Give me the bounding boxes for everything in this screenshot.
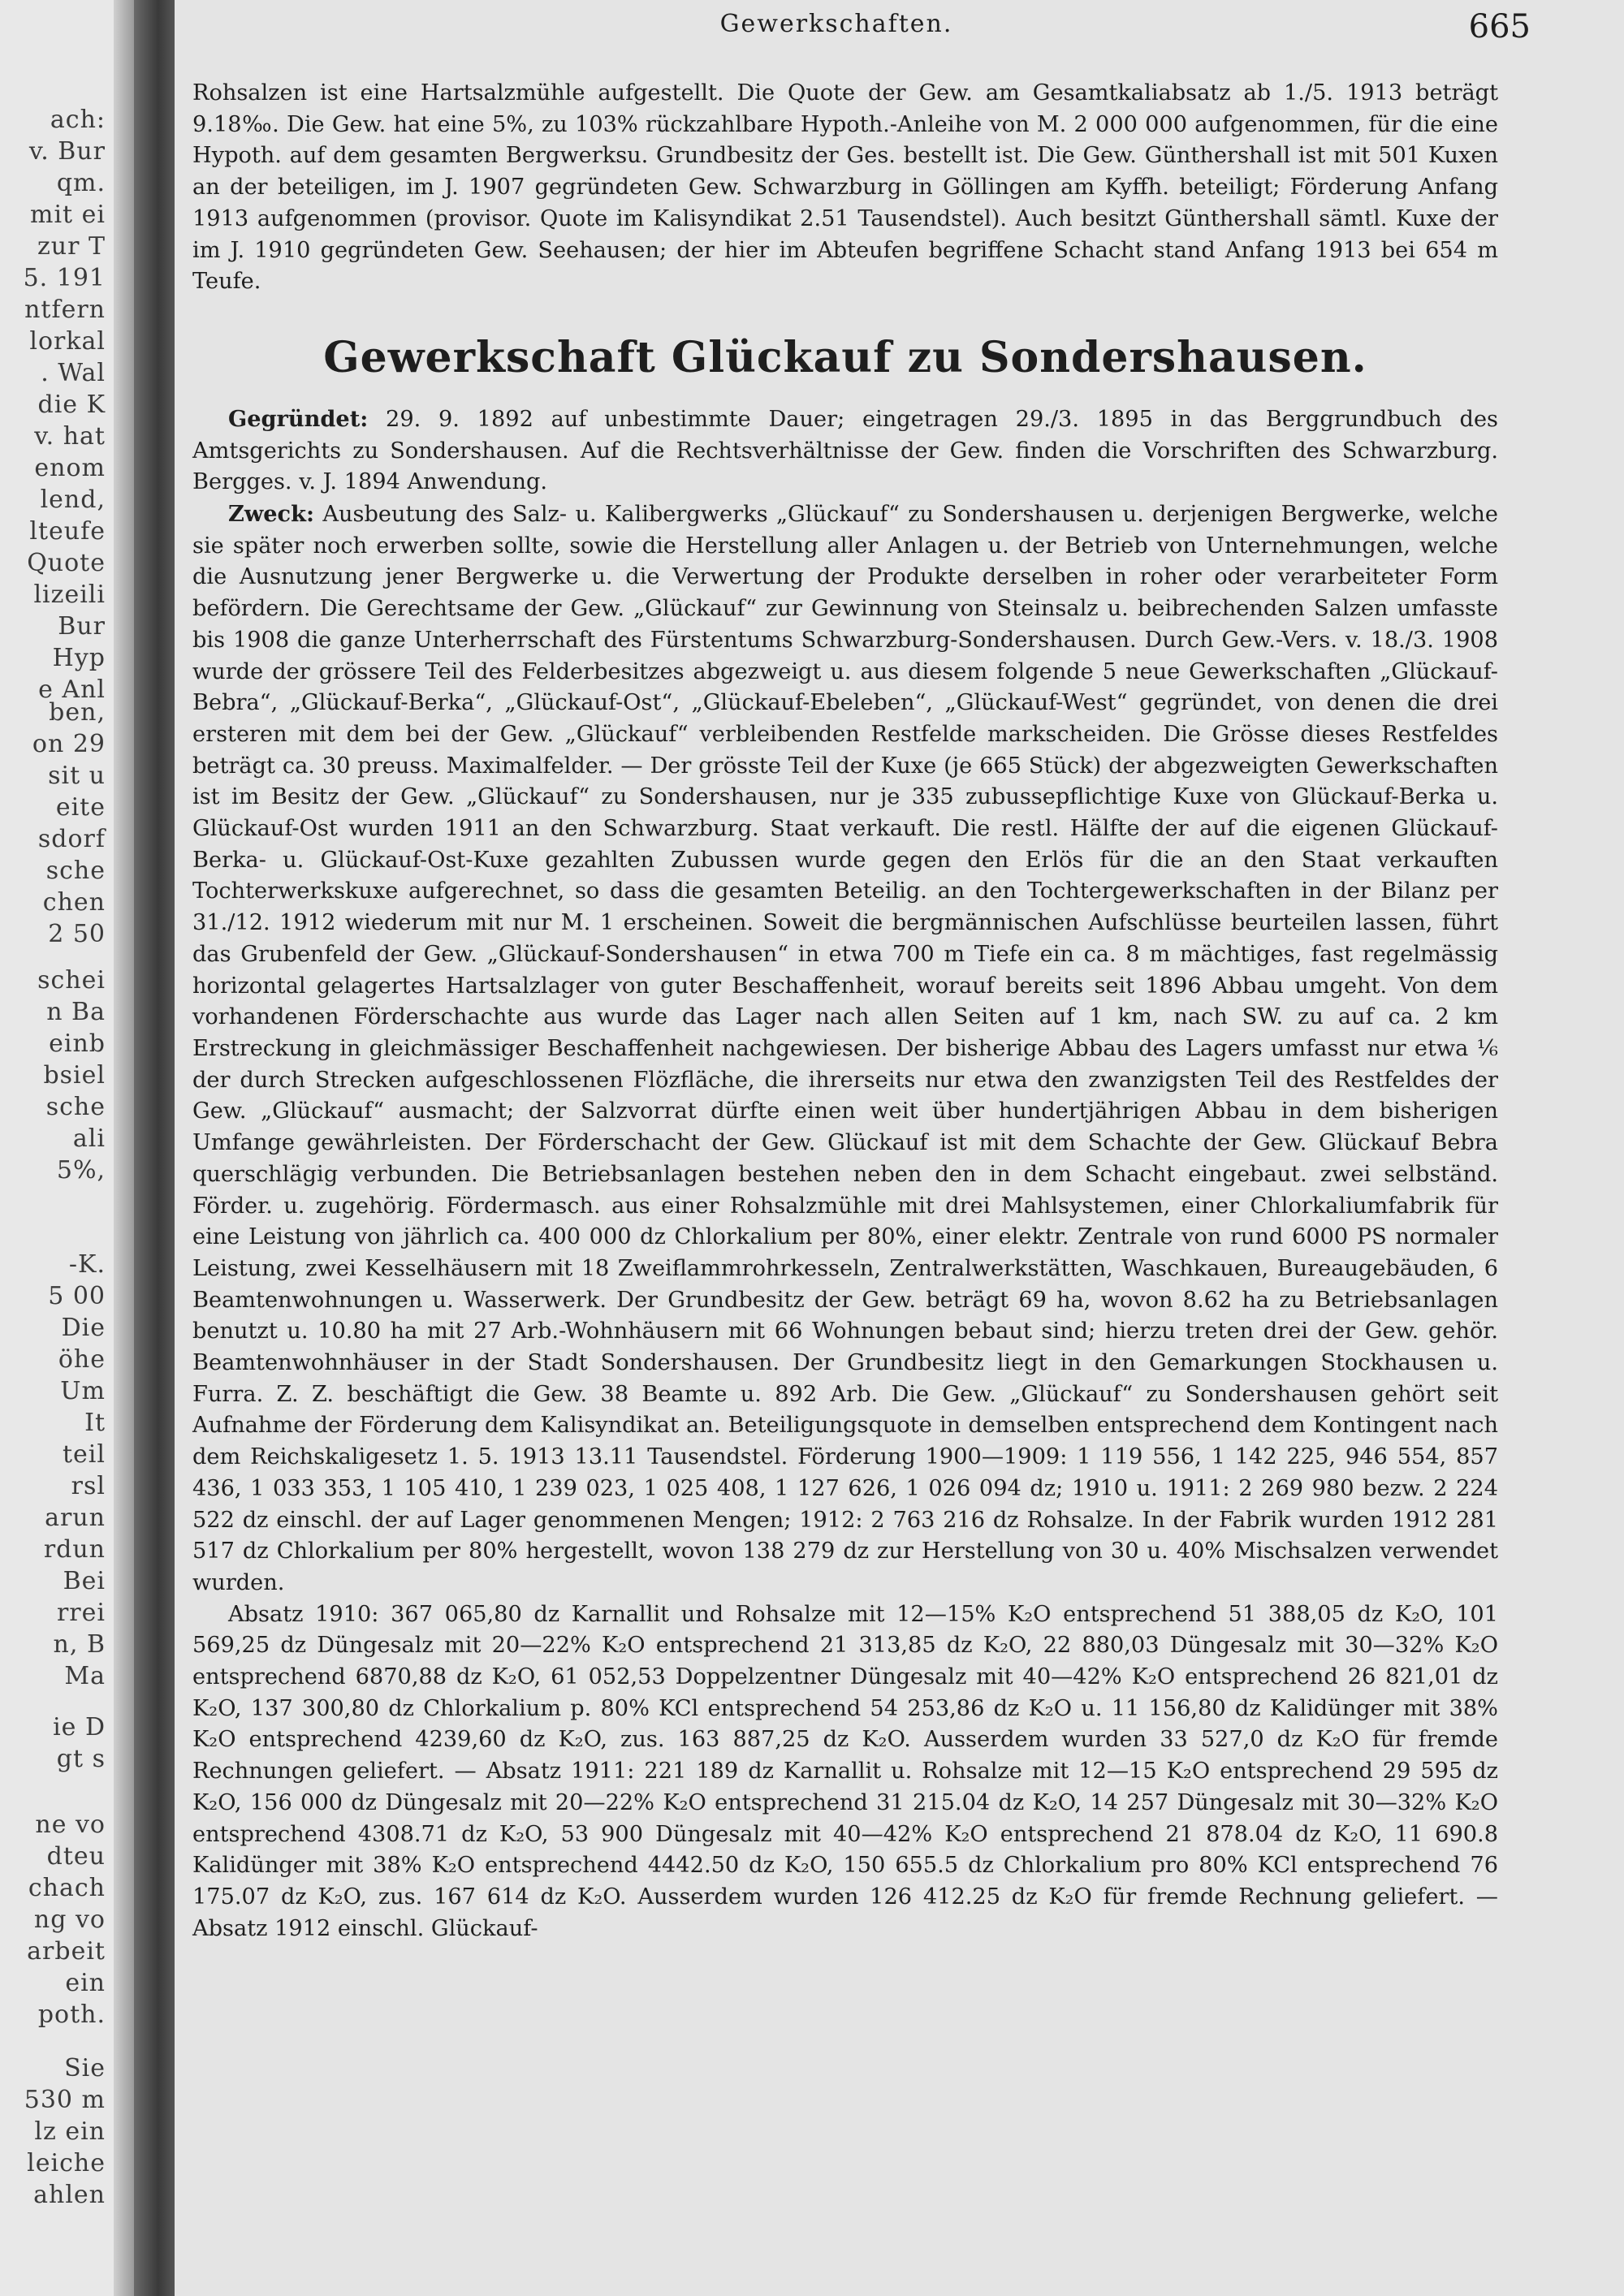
previous-page-fragment: n, B (53, 1630, 106, 1659)
previous-page-fragment: chach (28, 1874, 106, 1902)
previous-page-fragment: 5. 191 (23, 264, 106, 292)
previous-page-fragment: teil (63, 1440, 106, 1469)
page-content (192, 78, 1498, 1944)
book-gutter-shadow (114, 0, 134, 2296)
book-binding (134, 0, 175, 2296)
previous-page-fragment: 530 m (24, 2086, 106, 2114)
zweck-paragraph (192, 498, 1498, 1599)
page-number: 665 (1468, 8, 1531, 45)
previous-page-fragment: v. hat (34, 422, 106, 451)
gegruendet-text: 29. 9. 1892 auf unbestimmte Dauer; eingetragen 29./3. 1895 in das Berggrundbuch des Amtsgerichts zu Sondershausen. Auf die Rechtsverhältnisse der Gew. finden die Vorschriften des Schwarzburg. Bergges. v. J. 1894 Anwendung. (192, 406, 1498, 495)
previous-page-fragment: Bur (58, 612, 106, 641)
zweck-label: Zweck: (228, 501, 314, 528)
previous-page-fragment: Um (60, 1377, 106, 1405)
previous-page-fragment: ein (65, 1969, 106, 1997)
previous-page-fragment: Hyp (52, 644, 106, 672)
previous-page-fragment: 5 00 (48, 1282, 106, 1310)
previous-page-fragment: ne vo (35, 1810, 106, 1839)
previous-page-fragment: chen (42, 888, 106, 917)
previous-page-fragment: rrei (56, 1599, 106, 1627)
running-head (175, 8, 1531, 45)
previous-page-fragment: ahlen (33, 2181, 106, 2209)
previous-page-fragment: sche (45, 1093, 106, 1121)
previous-page-fragment: zur T (37, 232, 106, 261)
previous-page-fragment: öhe (58, 1345, 106, 1374)
previous-page-fragment: Ma (64, 1662, 106, 1690)
gegruendet-label: Gegründet: (228, 405, 369, 432)
previous-page-fragment: ali (72, 1124, 106, 1153)
previous-page-fragment: lend, (40, 486, 106, 514)
previous-page-fragment: enom (34, 454, 106, 482)
previous-page-fragment: gt s (56, 1745, 106, 1773)
previous-page-fragment: bsiel (43, 1061, 106, 1090)
previous-page-fragment: lorkal (29, 327, 106, 356)
previous-page-fragment: 5%, (56, 1156, 106, 1185)
previous-page-fragment: v. Bur (28, 137, 106, 166)
previous-page-fragment: leiche (27, 2149, 106, 2177)
previous-page-fragment: eite (55, 793, 106, 822)
previous-page-fragment: poth. (37, 2000, 106, 2029)
previous-page-fragment: lteufe (29, 517, 106, 546)
previous-page-fragment: e Anl (38, 675, 106, 704)
page (175, 0, 1624, 2296)
previous-page-fragment: rsl (71, 1472, 106, 1500)
previous-page-fragment: dteu (46, 1842, 106, 1871)
previous-page-fragment: schei (37, 966, 106, 995)
previous-page-fragment: einb (49, 1029, 106, 1058)
previous-page-fragment: Quote (27, 549, 106, 577)
previous-page-fragment: ach: (50, 106, 106, 134)
previous-page-fragment: Sie (64, 2054, 106, 2082)
previous-page-fragment: lizeili (33, 580, 106, 609)
previous-page-fragment: ng vo (33, 1905, 106, 1934)
previous-page-fragment: lz ein (34, 2117, 106, 2146)
previous-page-fragment: on 29 (32, 730, 106, 758)
intro-paragraph: Rohsalzen ist eine Hartsalzmühle aufgestellt. Die Quote der Gew. am Gesamtkaliabsatz ab 1./5. 1913 beträgt 9.18‰. Die Gew. hat eine 5%, zu 103% rückzahlbare Hypoth.-Anleihe von M. 2 000 000 aufgenommen, für die eine Hypoth. auf dem gesamten Bergwerksu. Grundbesitz der Ges. bestellt ist. Die Gew. Günthershall ist mit 501 Kuxen an der beteiligen, im J. 1907 gegründeten Gew. Schwarzburg in Göllingen am Kyffh. beteiligt; Förderung Anfang 1913 aufgenommen (provisor. Quote im Kalisyndikat 2.51 Tausendstel). Auch besitzt Günthershall sämtl. Kuxe der im J. 1910 gegründeten Gew. Seehausen; der hier im Abteufen begriffene Schacht stand Anfang 1913 bei 654 m Teufe. (192, 80, 1498, 295)
previous-page-fragment: die K (37, 391, 106, 419)
zweck-text: Ausbeutung des Salz- u. Kalibergwerks „Glückauf“ zu Sondershausen u. derjenigen Bergwerke, welche sie später noch erwerben sollte, sowie die Herstellung aller Anlagen u. der Betrieb von Unternehmungen, welche die Ausnutzung jener Bergwerke u. die Verwertung der Produkte derselben in roher oder verarbeiteter Form befördern. Die Gerechtsame der Gew. „Glückauf“ zur Gewinnung von Steinsalz u. beibrechenden Salzen umfasste bis 1908 die ganze Unterherrschaft des Fürstentums Schwarzburg-Sondershausen. Durch Gew.-Vers. v. 18./3. 1908 wurde der grössere Teil des Felderbesitzes abgezweigt u. aus diesem folgende 5 neue Gewerkschaften „Glückauf-Bebra“, „Glückauf-Berka“, „Glückauf-Ost“, „Glückauf-Ebeleben“, „Glückauf-West“ gegründet, von denen die drei ersteren mit dem bei der Gew. „Glückauf“ verbleibenden Restfelde markscheiden. Die Grösse dieses Restfeldes beträgt ca. 30 preuss. Maximalfelder. — Der grösste Teil der Kuxe (je 665 Stück) der abgezweigten Gewerkschaften ist im Besitz der Gew. „Glückauf“ zu Sondershausen, nur je 335 zubussepflichtige Kuxe von Glückauf-Berka u. Glückauf-Ost wurden 1911 an den Schwarzburg. Staat verkauft. Die restl. Hälfte der auf die eigenen Glückauf-Berka- u. Glückauf-Ost-Kuxe gezahlten Zubussen wurde gegen den Erlös für die an den Staat verkauften Tochterwerkskuxe aufgerechnet, so dass die gesamten Beteilig. an den Tochtergewerkschaften in der Bilanz per 31./12. 1912 wiederum mit nur M. 1 erscheinen. Soweit die bergmännischen Aufschlüsse beurteilen lassen, führt das Grubenfeld der Gew. „Glückauf-Sondershausen“ in etwa 700 m Tiefe ein ca. 8 m mächtiges, fast regelmässig horizontal gelagertes Hartsalzlager von guter Beschaffenheit, worauf bereits seit 1896 Abbau umgeht. Von dem vorhandenen Förderschachte aus wurde das Lager nach allen Seiten auf 1 km, nach SW. zu auf ca. 2 km Erstreckung in gleichmässiger Beschaffenheit nachgewiesen. Der bisherige Abbau des Lagers umfasst nur etwa ⅙ der durch Strecken aufgeschlossenen Flözfläche, die ihrerseits nur etwa den zwanzigsten Teil des Restfeldes der Gew. „Glückauf“ ausmacht; der Salzvorrat dürfte einen weit über hundertjährigen Abbau in dem bisherigen Umfange gewährleisten. Der Förderschacht der Gew. Glückauf ist mit dem Schachte der Gew. Glückauf Bebra querschlägig verbunden. Die Betriebsanlagen bestehen neben den in dem Schacht eingebaut. zwei selbständ. Förder. u. zugehörig. Fördermasch. aus einer Rohsalzmühle mit drei Mahlsystemen, einer Chlorkaliumfabrik für eine Leistung von jährlich ca. 400 000 dz Chlorkalium per 80%, einer elektr. Zentrale von rund 6000 PS normaler Leistung, zwei Kesselhäusern mit 18 Zweiflammrohrkesseln, Zentralwerkstätten, Waschkauen, Bureaugebäuden, 6 Beamtenwohnungen u. Wasserwerk. Der Grundbesitz der Gew. beträgt 69 ha, wovon 8.62 ha zu Betriebsanlagen benutzt u. 10.80 ha mit 27 Arb.-Wohnhäusern mit 66 Wohnungen bebaut sind; hierzu treten drei der Gew. gehör. Beamtenwohnhäuser in der Stadt Sondershausen. Der Grundbesitz liegt in den Gemarkungen Stockhausen u. Furra. Z. Z. beschäftigt die Gew. 38 Beamte u. 892 Arb. Die Gew. „Glückauf“ zu Sondershausen gehört seit Aufnahme der Förderung dem Kalisyndikat an. Beteiligungsquote in demselben entsprechend dem Kontingent nach dem Reichskaligesetz 1. 5. 1913 13.11 Tausendstel. Förderung 1900—1909: 1 119 556, 1 142 225, 946 554, 857 436, 1 033 353, 1 105 410, 1 239 023, 1 025 408, 1 127 626, 1 026 094 dz; 1910 u. 1911: 2 269 980 bezw. 2 224 522 dz einschl. der auf Lager genommenen Mengen; 1912: 2 763 216 dz Rohsalze. In der Fabrik wurden 1912 281 517 dz Chlorkalium per 80% hergestellt, wovon 138 279 dz zur Herstellung von 30 u. 40% Mischsalzen verwendet wurden. (192, 502, 1498, 1595)
previous-page-fragment: . Wal (41, 359, 106, 387)
previous-page-fragment: Die (61, 1314, 106, 1342)
previous-page-fragment: ntfern (24, 296, 106, 324)
previous-page-fragment: It (84, 1409, 106, 1437)
previous-page-margin (0, 0, 114, 2296)
running-title: Gewerkschaften. (719, 10, 953, 38)
previous-page-fragment: sit u (48, 762, 106, 790)
previous-page-fragment: ben, (49, 698, 106, 727)
absatz-paragraph: Absatz 1910: 367 065,80 dz Karnallit und Rohsalze mit 12—15% K₂O entsprechend 51 388,05 dz K₂O, 101 569,25 dz Düngesalz mit 20—22% K₂O entsprechend 21 313,85 dz K₂O, 22 880,03 Düngesalz mit 30—32% K₂O entsprechend 6870,88 dz K₂O, 61 052,53 Doppelzentner Düngesalz mit 40—42% K₂O entsprechend 26 821,01 dz K₂O, 137 300,80 dz Chlorkalium p. 80% KCl entsprechend 54 253,86 dz K₂O u. 11 156,80 dz Kalidünger mit 38% K₂O entsprechend 4239,60 dz K₂O, zus. 163 887,25 dz K₂O. Ausserdem wurden 33 527,0 dz K₂O für fremde Rechnungen geliefert. — Absatz 1911: 221 189 dz Karnallit u. Rohsalze mit 12—15 K₂O entsprechend 29 595 dz K₂O, 156 000 dz Düngesalz mit 20—22% K₂O entsprechend 31 215.04 dz K₂O, 14 257 Düngesalz mit 30—32% K₂O entsprechend 4308.71 dz K₂O, 53 900 Düngesalz mit 40—42% K₂O entsprechend 21 878.04 dz K₂O, 11 690.8 Kalidünger mit 38% K₂O entsprechend 4442.50 dz K₂O, 150 655.5 dz Chlorkalium pro 80% KCl entsprechend 76 175.07 dz K₂O, zus. 167 614 dz K₂O. Ausserdem wurden 126 412.25 dz K₂O für fremde Rechnung geliefert. — Absatz 1912 einschl. Glückauf- (192, 1601, 1498, 1941)
previous-page-fragment: sche (45, 857, 106, 885)
section-heading: Gewerkschaft Glückauf zu Sondershausen. (323, 332, 1367, 382)
previous-page-fragment: mit ei (30, 201, 106, 229)
previous-page-fragment: ie D (53, 1713, 106, 1741)
previous-page-fragment: sdorf (37, 825, 106, 853)
previous-page-fragment: arbeit (27, 1937, 106, 1966)
previous-page-fragment: Bei (63, 1567, 106, 1595)
previous-page-fragment: arun (45, 1504, 106, 1532)
previous-page-fragment: qm. (56, 169, 106, 197)
previous-page-fragment: 2 50 (48, 920, 106, 948)
gegruendet-paragraph (192, 404, 1498, 498)
previous-page-fragment: -K. (68, 1250, 106, 1279)
previous-page-fragment: rdun (43, 1535, 106, 1564)
previous-page-fragment: n Ba (46, 998, 106, 1026)
